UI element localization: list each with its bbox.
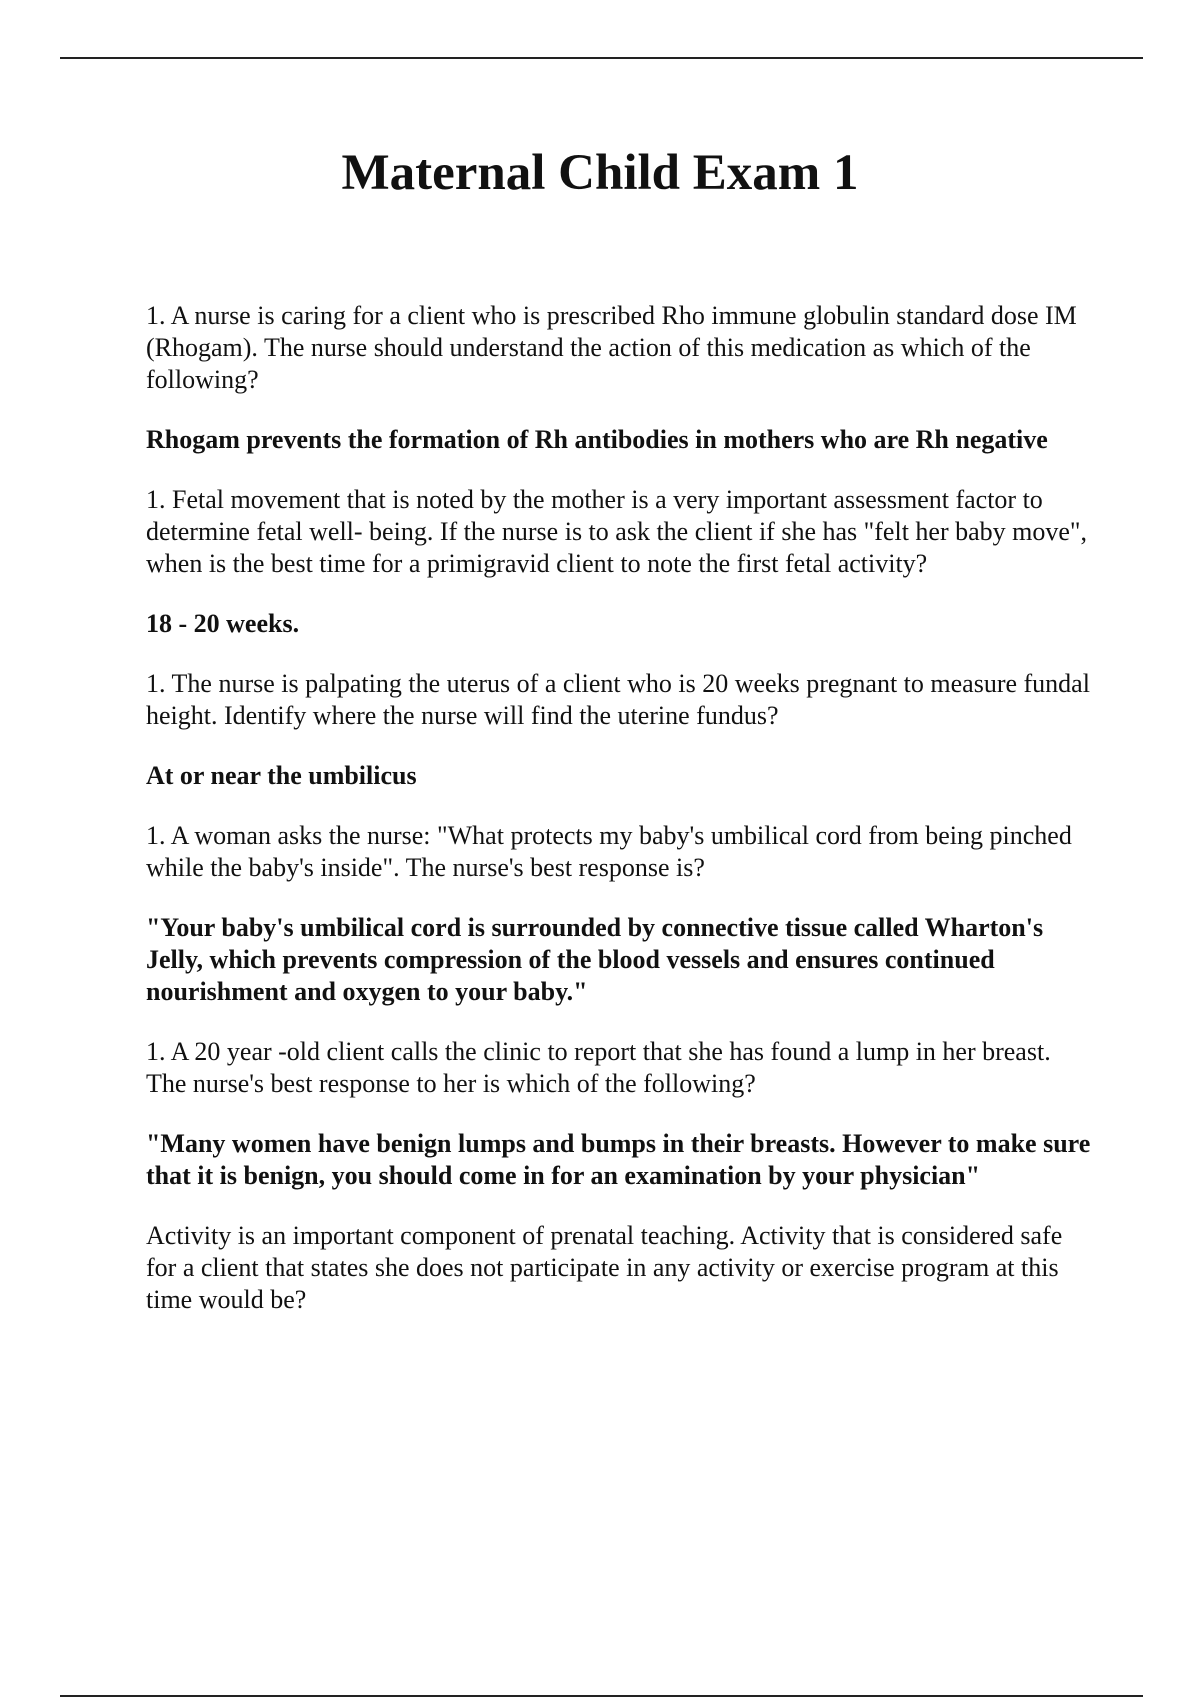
bottom-rule bbox=[60, 1695, 1143, 1697]
question-text: 1. A 20 year -old client calls the clinic to report that she has found a lump in her breast. The nurse's best response to her is which of the following? bbox=[146, 1037, 1051, 1098]
top-rule bbox=[60, 57, 1143, 59]
question-text: 1. A nurse is caring for a client who is prescribed Rho immune globulin standard dose IM (Rhogam). The nurse should understand the action of this medication as which of the following? bbox=[146, 301, 1077, 394]
qa-item bbox=[146, 1036, 1091, 1192]
qa-item bbox=[146, 300, 1091, 456]
qa-item bbox=[146, 820, 1091, 1008]
answer-text: 18 - 20 weeks. bbox=[146, 609, 300, 638]
question-text: Activity is an important component of prenatal teaching. Activity that is considered safe for a client that states she does not participate in any activity or exercise program at this time would be? bbox=[146, 1221, 1063, 1314]
qa-content bbox=[146, 300, 1091, 1344]
page-title: Maternal Child Exam 1 bbox=[341, 145, 859, 201]
question-text: 1. The nurse is palpating the uterus of a client who is 20 weeks pregnant to measure fundal height. Identify where the nurse will find the uterine fundus? bbox=[146, 669, 1090, 730]
answer-text: "Many women have benign lumps and bumps in their breasts. However to make sure that it is benign, you should come in for an examination by your physician" bbox=[146, 1129, 1091, 1190]
qa-item bbox=[146, 484, 1091, 640]
qa-item bbox=[146, 668, 1091, 792]
answer-text: "Your baby's umbilical cord is surrounded by connective tissue called Wharton's Jelly, which prevents compression of the blood vessels and ensures continued nourishment and oxygen to your baby." bbox=[146, 913, 1044, 1006]
question-text: 1. Fetal movement that is noted by the mother is a very important assessment factor to determine fetal well- being. If the nurse is to ask the client if she has "felt her baby move", when is the best time for a primigravid client to note the first fetal activity? bbox=[146, 485, 1088, 578]
answer-text: At or near the umbilicus bbox=[146, 761, 417, 790]
qa-item bbox=[146, 1220, 1091, 1316]
question-text: 1. A woman asks the nurse: "What protects my baby's umbilical cord from being pinched while the baby's inside". The nurse's best response is? bbox=[146, 821, 1072, 882]
answer-text: Rhogam prevents the formation of Rh antibodies in mothers who are Rh negative bbox=[146, 425, 1048, 454]
